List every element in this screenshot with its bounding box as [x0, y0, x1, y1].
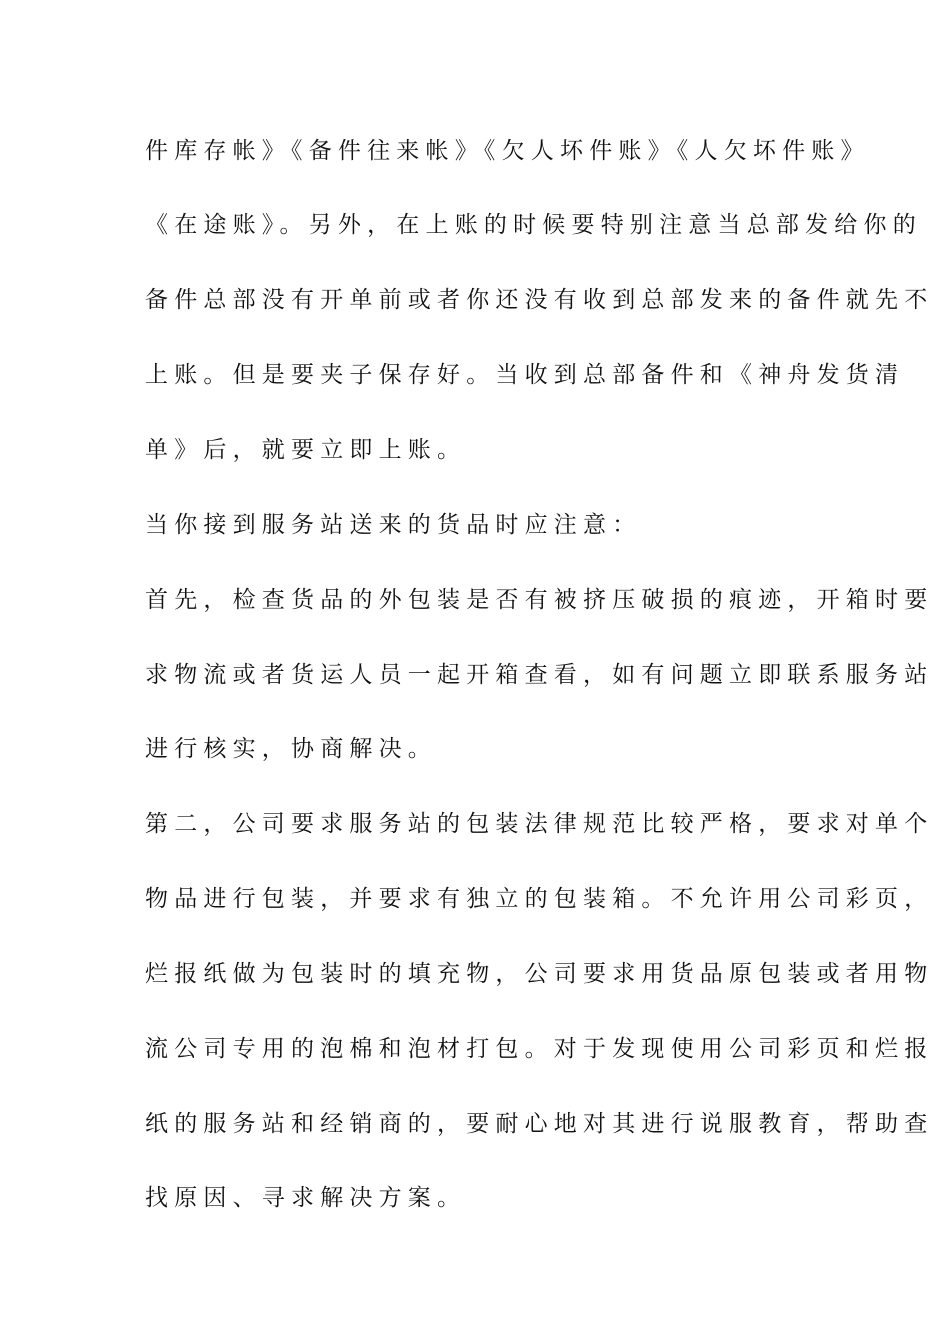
text-line: 《在途账》。另外，在上账的时候要特别注意当总部发给你的 — [145, 212, 922, 238]
text-line: 上账。但是要夹子保存好。当收到总部备件和《神舟发货清 — [145, 362, 905, 388]
text-line: 件库存帐》《备件往来帐》《欠人坏件账》《人欠坏件账》 — [145, 138, 870, 164]
text-line: 流公司专用的泡棉和泡材打包。对于发现使用公司彩页和烂报 — [145, 1036, 934, 1062]
text-line: 求物流或者货运人员一起开箱查看，如有问题立即联系服务站 — [145, 662, 934, 688]
text-line: 纸的服务站和经销商的，要耐心地对其进行说服教育，帮助查 — [145, 1111, 934, 1137]
text-line: 当你接到服务站送来的货品时应注意： — [145, 512, 642, 538]
text-line: 首先，检查货品的外包装是否有被挤压破损的痕迹，开箱时要 — [145, 587, 934, 613]
text-line: 找原因、寻求解决方案。 — [145, 1185, 467, 1211]
text-line: 进行核实，协商解决。 — [145, 736, 437, 762]
text-line: 第二，公司要求服务站的包装法律规范比较严格，要求对单个 — [145, 811, 934, 837]
text-line: 物品进行包装，并要求有独立的包装箱。不允许用公司彩页， — [145, 886, 934, 912]
text-line: 单》后，就要立即上账。 — [145, 437, 467, 463]
text-line: 备件总部没有开单前或者你还没有收到总部发来的备件就先不 — [145, 287, 934, 313]
text-line: 烂报纸做为包装时的填充物，公司要求用货品原包装或者用物 — [145, 961, 934, 987]
